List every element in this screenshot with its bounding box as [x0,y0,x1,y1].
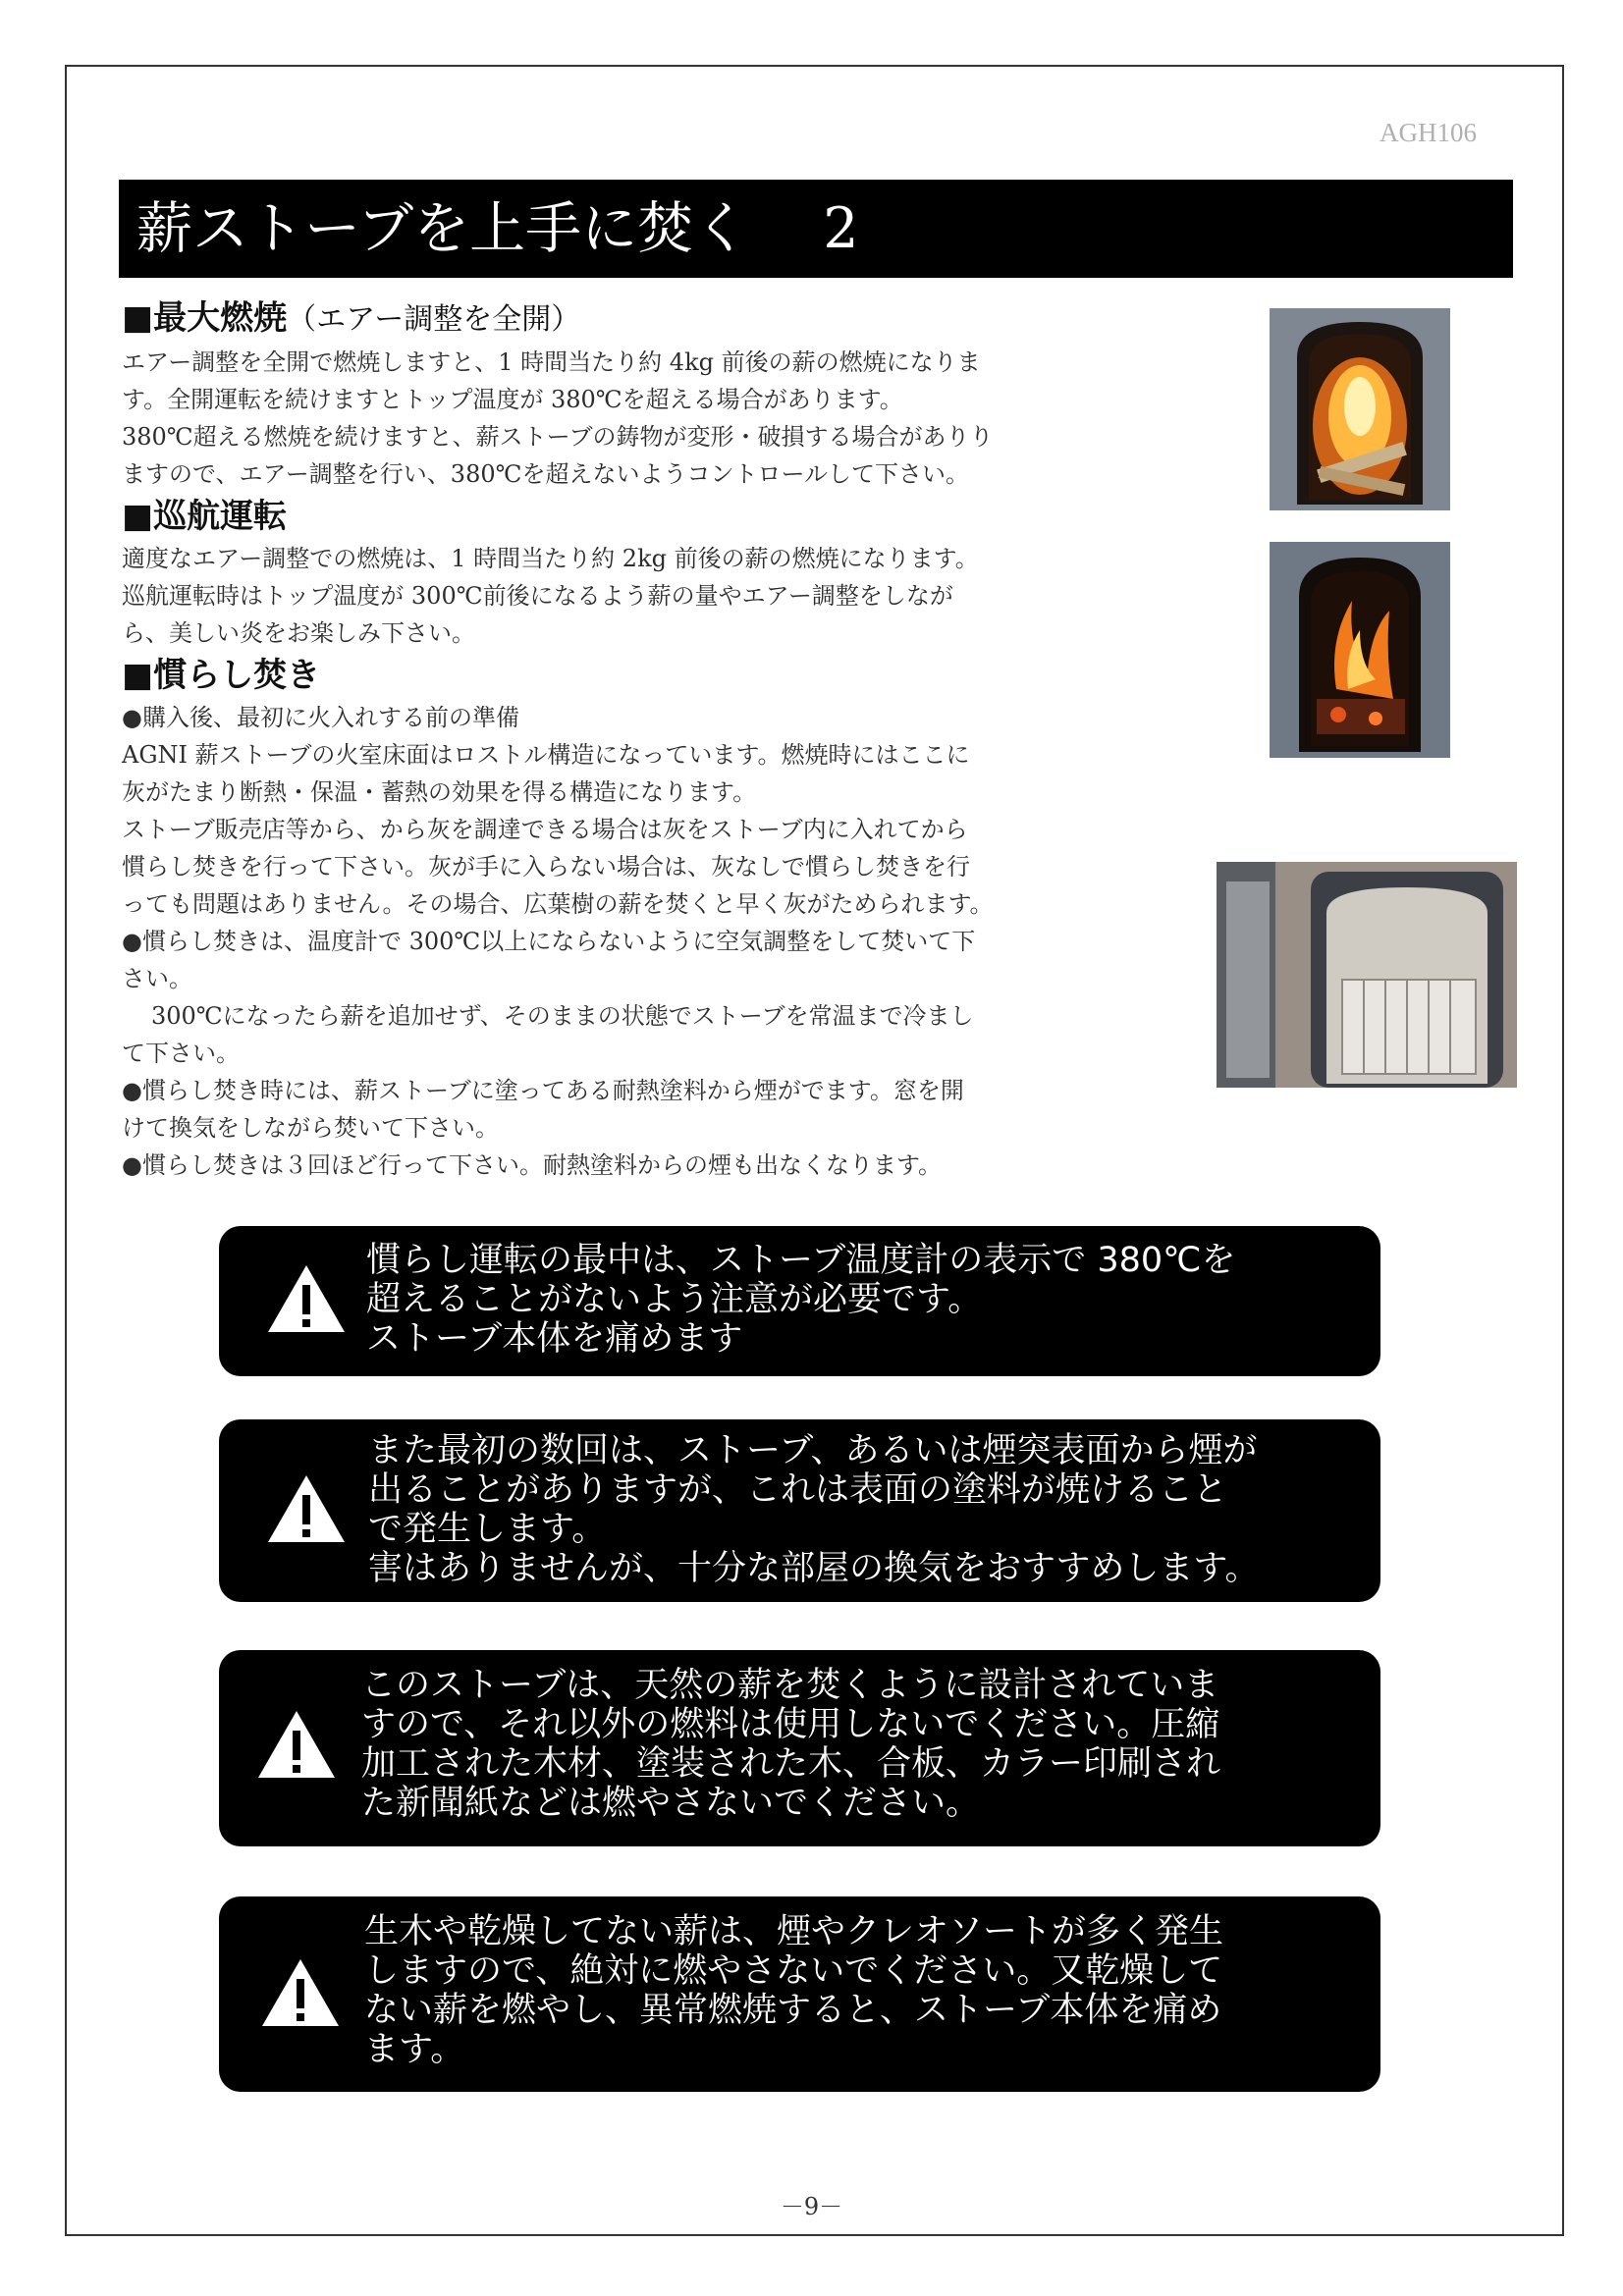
stove-interior-grate-photo [1217,862,1517,1088]
paragraph-line: ●慣らし焚きは、温度計で 300℃以上にならないように空気調整をして焚いて下 [122,928,976,955]
paragraph-line: ●購入後、最初に火入れする前の準備 [122,704,519,731]
warning-triangle-icon [260,1957,341,2028]
paragraph-line: さい。 [122,965,192,992]
warning-text: また最初の数回は、ストーブ、あるいは煙突表面から煙が 出ることがありますが、これは表面の塗料が焼けること で発生します。 害はありませんが、十分な部屋の換気をおすすめします。 [368,1431,1260,1588]
page-title: 薪ストーブを上手に焚く 2 [136,196,859,261]
paragraph-line: エアー調整を全開で燃焼しますと、1 時間当たり約 4kg 前後の薪の燃焼になりま [122,348,981,376]
paragraph-line: 適度なエアー調整での燃焼は、1 時間当たり約 2kg 前後の薪の燃焼になります。 [122,545,979,572]
paragraph-line: っても問題はありません。その場合、広葉樹の薪を焚くと早く灰がためられます。 [122,890,994,918]
paragraph-line: す。全開運転を続けますとトップ温度が 380℃を超える場合があります。 [122,386,903,413]
paragraph-line: ●慣らし焚きは３回ほど行って下さい。耐熱塗料からの煙も出なくなります。 [122,1151,943,1179]
section-heading-max-burn: ■最大燃焼（エアー調整を全開） [122,298,581,338]
stove-cruise-burn-photo [1270,542,1450,758]
warning-box [219,1650,1380,1846]
paragraph-line: て下さい。 [122,1040,240,1067]
paragraph-line: AGNI 薪ストーブの火室床面はロストル構造になっています。燃焼時にはここに [122,741,970,769]
paragraph-line: けて換気をしながら焚いて下さい。 [122,1114,499,1142]
warning-triangle-icon [256,1709,337,1780]
warning-box [219,1226,1380,1376]
paragraph-line: 巡航運転時はトップ温度が 300℃前後になるよう薪の量やエアー調整をしなが [122,582,953,610]
paragraph-line: ●慣らし焚き時には、薪ストーブに塗ってある耐熱塗料から煙がでます。窓を開 [122,1077,964,1104]
warning-text: 慣らし運転の最中は、ストーブ温度計の表示で 380℃を 超えることがないよう注意が必要です。 ストーブ本体を痛めます [366,1241,1236,1359]
warning-box [219,1419,1380,1602]
section-heading-cruise: ■巡航運転 [122,497,288,536]
paragraph-line: 慣らし焚きを行って下さい。灰が手に入らない場合は、灰なしで慣らし焚きを行 [122,853,970,881]
page-number: －9－ [780,2193,843,2220]
stove-full-burn-photo [1270,308,1450,510]
section-subheading: （エアー調整を全開） [287,302,581,337]
paragraph-line: ますので、エアー調整を行い、380℃を超えないようコントロールして下さい。 [122,460,969,488]
warning-triangle-icon [266,1473,347,1544]
title-banner [119,180,1513,278]
paragraph-line: ストーブ販売店等から、から灰を調達できる場合は灰をストーブ内に入れてから [122,816,968,843]
paragraph-line: 300℃になったら薪を追加せず、そのままの状態でストーブを常温まで冷まし [151,1002,974,1030]
main-content [122,294,1163,1184]
section-heading-break-in: ■慣らし焚き [122,656,321,695]
warning-text: 生木や乾燥してない薪は、煙やクレオソートが多く発生 しますので、絶対に燃やさないでください。又乾燥して ない薪を燃やし、異常燃焼すると、ストーブ本体を痛め ます。 [364,1912,1224,2069]
paragraph-line: ら、美しい炎をお楽しみ下さい。 [122,619,475,647]
paragraph-line: 灰がたまり断熱・保温・蓄熱の効果を得る構造になります。 [122,778,757,806]
paragraph-line: 380℃超える燃焼を続けますと、薪ストーブの鋳物が変形・破損する場合がありり [122,423,994,451]
warning-text: このストーブは、天然の薪を焚くように設計されていま すので、それ以外の燃料は使用しないでください。圧縮 加工された木材、塗装された木、合板、カラー印刷され た新聞紙などは燃やさないでください。 [361,1666,1221,1823]
document-code: AGH106 [1380,118,1477,147]
warning-box [219,1896,1380,2092]
warning-triangle-icon [266,1263,347,1334]
